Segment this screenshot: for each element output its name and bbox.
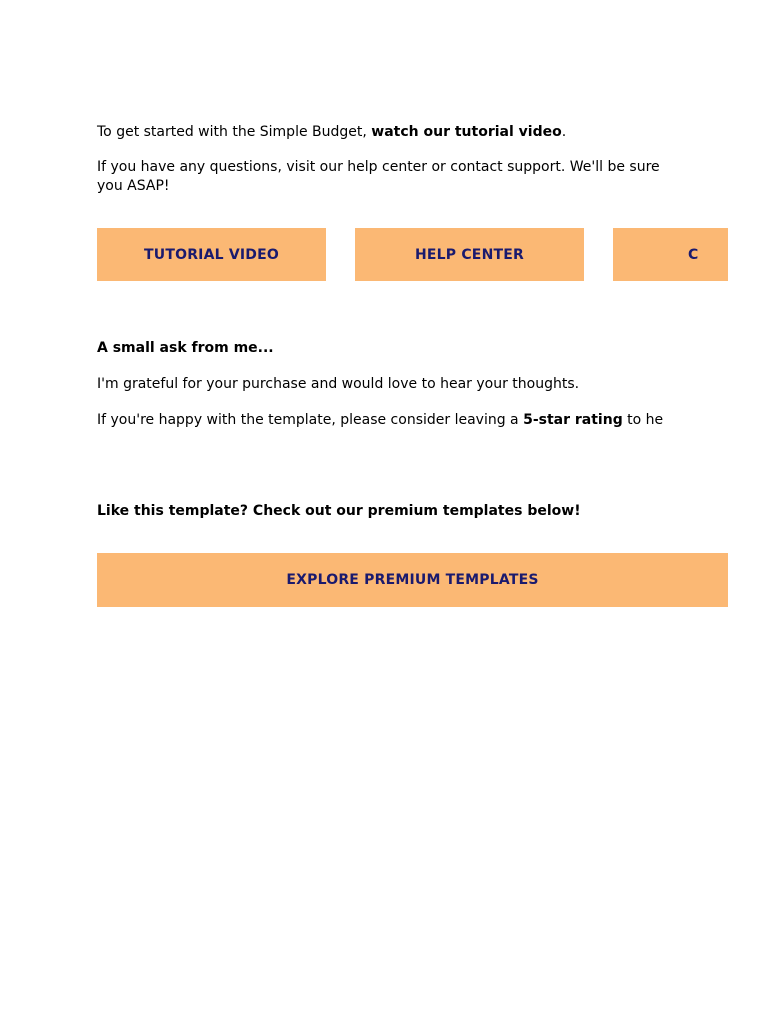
questions-line-1: If you have any questions, visit our help center or contact support. We'll be sure	[97, 159, 660, 175]
rating-line	[97, 411, 700, 430]
contact-support-button[interactable]: C	[613, 228, 728, 281]
premium-heading: Like this template? Check out our premium templates below!	[97, 503, 581, 519]
intro-text: To get started with the Simple Budget,	[97, 124, 372, 140]
tutorial-video-link[interactable]: watch our tutorial video	[371, 124, 562, 140]
intro-line	[97, 123, 566, 142]
rating-after: to he	[622, 412, 664, 428]
rating-text: If you're happy with the template, please consider leaving a	[97, 412, 524, 428]
tutorial-video-button[interactable]: TUTORIAL VIDEO	[97, 228, 326, 281]
intro-period: .	[561, 124, 567, 140]
rating-bold: 5-star rating	[523, 412, 623, 428]
grateful-text: I'm grateful for your purchase and would love to hear your thoughts.	[97, 376, 580, 392]
explore-premium-button[interactable]: EXPLORE PREMIUM TEMPLATES	[97, 553, 728, 607]
ask-heading: A small ask from me...	[97, 340, 274, 356]
questions-line-2: you ASAP!	[97, 178, 170, 194]
help-center-button[interactable]: HELP CENTER	[355, 228, 584, 281]
